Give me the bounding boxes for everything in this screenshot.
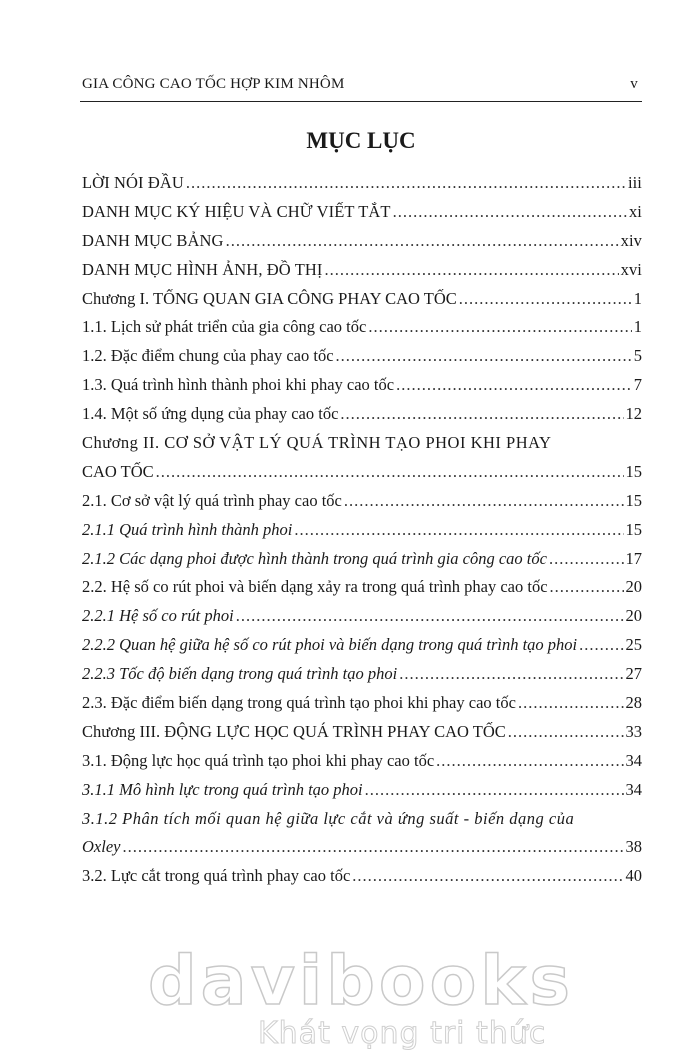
toc-leader <box>579 635 623 655</box>
toc-label: 2.1.2 Các dạng phoi được hình thành trong quá trình gia công cao tốc <box>82 548 547 568</box>
toc-leader <box>399 664 623 684</box>
toc-leader <box>368 317 631 337</box>
toc-leader <box>436 751 623 771</box>
toc-label: Oxley <box>82 837 121 857</box>
toc-entry[interactable] <box>82 202 642 231</box>
toc-label: 1.1. Lịch sử phát triển của gia công cao tốc <box>82 317 367 337</box>
toc-entry[interactable] <box>82 375 642 404</box>
toc-label: 2.2. Hệ số co rút phoi và biến dạng xảy ra trong quá trình phay cao tốc <box>82 577 548 597</box>
toc-leader <box>226 231 619 251</box>
toc-label: 2.3. Đặc điểm biến dạng trong quá trình tạo phoi khi phay cao tốc <box>82 693 516 713</box>
toc-leader <box>549 549 624 569</box>
toc-entry[interactable] <box>82 751 642 780</box>
toc-label: 1.3. Quá trình hình thành phoi khi phay cao tốc <box>82 375 395 395</box>
toc-entry[interactable] <box>82 577 642 606</box>
watermark-tagline: Khát vọng tri thức <box>258 1016 547 1051</box>
toc-leader <box>344 491 624 511</box>
toc-entry[interactable] <box>82 780 642 809</box>
toc-entry-first-line[interactable]: Chương II. CƠ SỞ VẬT LÝ QUÁ TRÌNH TẠO PHOI KHI PHAY <box>82 433 552 453</box>
toc-page: 20 <box>625 577 642 597</box>
toc-leader <box>459 289 632 309</box>
toc-page: 33 <box>625 721 642 741</box>
toc-leader <box>396 375 632 395</box>
toc-page: 20 <box>625 606 642 626</box>
toc-leader <box>122 837 623 857</box>
toc-page: 15 <box>625 461 642 481</box>
toc-leader <box>550 577 624 597</box>
page-title: MỤC LỤC <box>306 128 416 153</box>
toc-label: 3.1.1 Mô hình lực trong quá trình tạo phoi <box>82 779 363 799</box>
toc-entry[interactable] <box>82 462 642 491</box>
toc-leader <box>365 780 624 800</box>
toc-page: 15 <box>625 519 642 539</box>
toc-label: DANH MỤC BẢNG <box>82 230 224 250</box>
toc-page: 15 <box>625 490 642 510</box>
toc-entry[interactable] <box>82 722 642 751</box>
toc-entry[interactable] <box>82 491 642 520</box>
roman-page-number: v <box>630 76 638 92</box>
toc-label: DANH MỤC HÌNH ẢNH, ĐỒ THỊ <box>82 259 323 279</box>
toc-label: 1.4. Một số ứng dụng của phay cao tốc <box>82 404 339 424</box>
toc-entry[interactable] <box>82 346 642 375</box>
toc-entry[interactable] <box>82 404 642 433</box>
toc-label: 3.2. Lực cắt trong quá trình phay cao tốc <box>82 866 351 886</box>
toc-leader <box>325 260 619 280</box>
toc-page: 25 <box>625 635 642 655</box>
toc-page: 1 <box>633 317 642 337</box>
toc-entry[interactable] <box>82 520 642 549</box>
toc-leader <box>393 202 627 222</box>
toc-entry[interactable] <box>82 231 642 260</box>
toc-entry[interactable] <box>82 317 642 346</box>
table-of-contents <box>82 173 642 895</box>
toc-label: Chương III. ĐỘNG LỰC HỌC QUÁ TRÌNH PHAY CAO TỐC <box>82 721 506 741</box>
toc-leader <box>336 346 632 366</box>
toc-page: iii <box>627 173 642 192</box>
toc-page: xiv <box>620 230 642 250</box>
toc-page: 38 <box>625 837 642 857</box>
toc-page: 34 <box>625 779 642 799</box>
toc-leader <box>294 520 623 540</box>
toc-label: 3.1. Động lực học quá trình tạo phoi khi phay cao tốc <box>82 750 435 770</box>
toc-entry[interactable] <box>82 693 642 722</box>
toc-label: CAO TỐC <box>82 461 154 481</box>
watermark-logo: davibooks <box>148 942 575 1021</box>
toc-label: 2.2.3 Tốc độ biến dạng trong quá trình tạo phoi <box>82 664 398 684</box>
toc-leader <box>186 173 626 193</box>
toc-page: xvi <box>620 259 642 279</box>
toc-page: 7 <box>633 375 642 395</box>
toc-label: LỜI NÓI ĐẦU <box>82 173 184 192</box>
toc-entry[interactable] <box>82 866 642 895</box>
toc-label: DANH MỤC KÝ HIỆU VÀ CHỮ VIẾT TẮT <box>82 201 391 221</box>
toc-label: 1.2. Đặc điểm chung của phay cao tốc <box>82 346 334 366</box>
toc-label: 2.1.1 Quá trình hình thành phoi <box>82 519 293 539</box>
toc-page: 40 <box>625 866 642 886</box>
toc-page: 34 <box>625 750 642 770</box>
toc-entry[interactable] <box>82 837 642 866</box>
toc-label: 2.2.1 Hệ số co rút phoi <box>82 606 234 626</box>
toc-entry[interactable] <box>82 289 642 318</box>
toc-label: 2.2.2 Quan hệ giữa hệ số co rút phoi và biến dạng trong quá trình tạo phoi <box>82 635 578 655</box>
toc-page: xi <box>628 201 642 221</box>
toc-entry[interactable] <box>82 606 642 635</box>
toc-entry[interactable] <box>82 664 642 693</box>
toc-entry-first-line[interactable]: 3.1.2 Phân tích mối quan hệ giữa lực cắt và ứng suất - biến dạng của <box>82 808 575 828</box>
toc-page: 12 <box>625 404 642 424</box>
toc-entry[interactable] <box>82 635 642 664</box>
toc-entry[interactable] <box>82 549 642 578</box>
header-rule <box>80 101 642 102</box>
toc-leader <box>352 866 623 886</box>
toc-leader <box>156 462 624 482</box>
toc-entry[interactable] <box>82 173 642 202</box>
toc-page: 17 <box>625 548 642 568</box>
toc-page: 1 <box>633 288 642 308</box>
book-title: GIA CÔNG CAO TỐC HỢP KIM NHÔM <box>82 76 345 92</box>
toc-page: 5 <box>633 346 642 366</box>
toc-leader <box>340 404 623 424</box>
toc-page: 28 <box>625 693 642 713</box>
toc-label: 2.1. Cơ sở vật lý quá trình phay cao tốc <box>82 490 342 510</box>
toc-leader <box>508 722 624 742</box>
toc-label: Chương I. TỔNG QUAN GIA CÔNG PHAY CAO TỐC <box>82 288 457 308</box>
toc-page: 27 <box>625 664 642 684</box>
toc-entry[interactable] <box>82 260 642 289</box>
toc-leader <box>236 606 624 626</box>
toc-leader <box>518 693 624 713</box>
running-header <box>82 76 642 93</box>
